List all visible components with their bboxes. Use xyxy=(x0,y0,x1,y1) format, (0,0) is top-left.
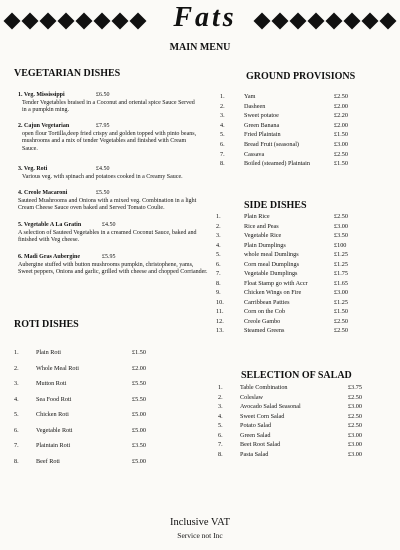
row-number: 7. xyxy=(216,270,221,277)
row-number: 6. xyxy=(218,431,223,439)
vegetarian-title: VEGETARIAN DISHES xyxy=(14,68,121,79)
row-name: Corn on the Cob xyxy=(244,308,286,315)
row-name: Chicken Roti xyxy=(36,411,69,418)
row-name: Chicken Wings on Fire xyxy=(244,289,302,296)
menu-row xyxy=(216,289,348,296)
row-number: 8. xyxy=(220,160,225,168)
row-name: Rice and Peas xyxy=(244,222,279,230)
menu-row xyxy=(216,242,346,249)
row-price: £2.50 xyxy=(348,412,362,420)
row-name: Potato Salad xyxy=(240,422,272,429)
row-price: £2.00 xyxy=(334,102,348,110)
row-number: 2. xyxy=(14,364,19,372)
row-name: Vegetable Rice xyxy=(244,232,282,239)
row-price: £3.00 xyxy=(348,441,362,448)
menu-row xyxy=(220,112,348,119)
row-name: Plain Dumplings xyxy=(244,241,286,249)
menu-row xyxy=(218,451,362,458)
row-number: 8. xyxy=(14,457,19,465)
row-name: Carribbean Patties xyxy=(244,298,290,306)
row-number: 3. xyxy=(220,112,225,120)
row-number: 4. xyxy=(218,412,223,420)
veg-item-name: 3. Veg. Roti xyxy=(18,166,48,172)
veg-item-price: £4.50 xyxy=(102,222,116,228)
menu-row xyxy=(216,213,348,220)
roti-title: ROTI DISHES xyxy=(14,319,79,330)
row-name: Float Stamp go with Accr xyxy=(244,279,308,287)
row-number: 5. xyxy=(216,251,221,258)
row-price: £3.00 xyxy=(348,431,362,439)
row-price: £2.00 xyxy=(132,364,146,372)
veg-item-1 xyxy=(18,92,198,115)
row-price: £100 xyxy=(334,241,347,249)
veg-item-price: £7.95 xyxy=(96,123,110,129)
menu-row xyxy=(14,427,146,434)
menu-row xyxy=(220,141,348,148)
veg-item-6 xyxy=(18,254,208,277)
menu-row xyxy=(218,441,362,448)
row-price: £3.00 xyxy=(348,403,362,410)
row-name: Plain Roti xyxy=(36,349,61,356)
row-name: Green Salad xyxy=(240,431,271,439)
menu-row xyxy=(14,458,146,465)
row-number: 2. xyxy=(220,102,225,110)
row-name: Beet Root Salad xyxy=(240,441,281,448)
row-number: 7. xyxy=(14,442,19,449)
veg-item-name: 5. Vegetable A La Gratin xyxy=(18,222,82,228)
veg-item-2 xyxy=(18,123,203,153)
row-name: Whole Meal Roti xyxy=(36,364,79,372)
row-number: 1. xyxy=(218,384,223,391)
veg-item-name: 6. Madi Gras Aubergine xyxy=(18,254,81,260)
row-name: Sea Food Roti xyxy=(36,395,72,403)
row-price: £2.50 xyxy=(334,213,348,220)
menu-row xyxy=(216,299,348,306)
row-price: £1.25 xyxy=(334,260,348,268)
row-name: Sweet potatoe xyxy=(244,112,279,120)
veg-item-3 xyxy=(18,166,203,181)
row-number: 5. xyxy=(218,422,223,429)
menu-row xyxy=(216,251,348,258)
row-number: 5. xyxy=(220,131,225,139)
row-price: £1.50 xyxy=(334,160,348,168)
decorative-border-left xyxy=(4,12,146,30)
menu-row xyxy=(220,122,348,129)
menu-row xyxy=(218,432,362,439)
menu-row xyxy=(220,93,348,100)
menu-row xyxy=(216,232,348,239)
row-number: 6. xyxy=(216,260,221,268)
veg-item-4 xyxy=(18,190,203,213)
row-name: Yam xyxy=(244,93,256,100)
row-number: 6. xyxy=(14,426,19,434)
veg-item-price: £6.50 xyxy=(96,92,110,98)
row-price: £5.50 xyxy=(132,380,146,387)
veg-item-name: 4. Creole Macaroni xyxy=(18,190,68,196)
footer-service: Service not Inc xyxy=(177,531,223,540)
veg-item-desc: Various veg. with spinach and potatoes cooked in a Creamy Sauce. xyxy=(22,173,183,180)
row-number: 11. xyxy=(216,308,224,315)
header xyxy=(0,2,400,40)
row-price: £1.50 xyxy=(132,349,146,356)
row-price: £2.50 xyxy=(334,317,348,325)
menu-row xyxy=(14,380,146,387)
row-price: £1.65 xyxy=(334,279,348,287)
veg-item-desc: Tender Vegetables braised in a Coconut and oriental spice Sauce Served in a pumpkin ming. xyxy=(22,99,195,113)
veg-item-desc: Aubergine stuffed with button mushrooms pumpkin, christophene, yams, Sweet peppers, Onions and garlic, grilled with cheese and chopped Corriander. xyxy=(18,261,208,275)
menu-row xyxy=(218,403,362,410)
row-number: 12. xyxy=(216,317,224,325)
veg-item-desc: open flour Tortilla,deep fried crispy and golden topped with pinto beans, mushrooms and a mix of tender Vegetables and finished with Cream Sauce. xyxy=(22,130,197,152)
row-price: £3.00 xyxy=(334,141,348,148)
row-price: £3.50 xyxy=(334,232,348,239)
row-price: £2.00 xyxy=(334,121,348,129)
row-price: £1.50 xyxy=(334,131,348,139)
row-name: Creole Gambo xyxy=(244,317,281,325)
row-name: Plaintain Roti xyxy=(36,442,71,449)
row-number: 4. xyxy=(216,241,221,249)
sides-title: SIDE DISHES xyxy=(244,200,307,211)
row-price: £2.20 xyxy=(334,112,348,120)
veg-item-desc: A selection of Sauteed Vegetables in a creamed Coconut Sauce, baked and finished with Veg cheese. xyxy=(18,229,197,243)
row-price: £3.00 xyxy=(334,222,348,230)
row-name: Green Banana xyxy=(244,121,280,129)
row-number: 1. xyxy=(14,349,19,356)
row-name: Avocado Salad Seasonal xyxy=(240,403,301,410)
menu-row xyxy=(220,131,348,138)
row-name: Corn meal Dumplings xyxy=(244,260,299,268)
row-price: £1.75 xyxy=(334,270,348,277)
menu-row xyxy=(216,261,348,268)
row-number: 7. xyxy=(218,441,223,448)
menu-row xyxy=(14,411,146,418)
veg-item-name: 2. Cajun Vegetarian xyxy=(18,123,70,129)
row-price: £5.00 xyxy=(132,426,146,434)
row-number: 13. xyxy=(216,327,224,334)
row-price: £1.25 xyxy=(334,298,348,306)
row-name: Dasheen xyxy=(244,102,266,110)
menu-title: MAIN MENU xyxy=(169,42,231,53)
veg-item-price: £5.50 xyxy=(96,190,110,196)
row-price: £3.75 xyxy=(348,384,362,391)
row-number: 3. xyxy=(216,232,221,239)
row-price: £3.00 xyxy=(334,289,348,296)
row-number: 8. xyxy=(218,450,223,458)
veg-item-5 xyxy=(18,222,203,245)
row-name: Cassava xyxy=(244,150,265,158)
row-number: 7. xyxy=(220,150,225,158)
row-name: Beef Roti xyxy=(36,457,60,465)
row-price: £2.50 xyxy=(348,393,362,401)
decorative-border-right xyxy=(254,12,396,30)
row-price: £5.50 xyxy=(132,395,146,403)
row-name: Fried Plaintain xyxy=(244,131,281,139)
row-name: Vegetable Dumplings xyxy=(244,270,298,277)
row-number: 2. xyxy=(218,393,223,401)
veg-item-price: £4.50 xyxy=(96,166,110,172)
menu-row xyxy=(216,308,348,315)
menu-row xyxy=(216,318,348,325)
row-number: 1. xyxy=(216,213,221,220)
row-price: £2.50 xyxy=(334,93,348,100)
menu-row xyxy=(220,103,348,110)
row-price: £5.00 xyxy=(132,411,146,418)
row-name: Mutton Roti xyxy=(36,380,67,387)
row-price: £2.50 xyxy=(334,327,348,334)
menu-row xyxy=(14,442,146,449)
menu-row xyxy=(216,327,348,334)
menu-row xyxy=(218,394,362,401)
menu-row xyxy=(218,422,362,429)
row-price: £3.50 xyxy=(132,442,146,449)
row-number: 4. xyxy=(220,121,225,129)
row-name: whole meal Dumlings xyxy=(244,251,299,258)
row-number: 8. xyxy=(216,279,221,287)
menu-row xyxy=(216,223,348,230)
row-price: £1.25 xyxy=(334,251,348,258)
row-name: Vegetable Roti xyxy=(36,426,73,434)
row-number: 3. xyxy=(218,403,223,410)
veg-item-desc: Sauteed Mushrooms and Onions with a mixed veg. Combination in a light Cream Cheese Sauce oven baked and Served Tomato Coulie. xyxy=(18,197,197,211)
row-number: 4. xyxy=(14,395,19,403)
row-price: £3.00 xyxy=(348,450,362,458)
menu-row xyxy=(14,396,146,403)
row-price: £2.50 xyxy=(334,150,348,158)
row-number: 5. xyxy=(14,411,19,418)
menu-row xyxy=(216,270,348,277)
row-name: Pasta Salad xyxy=(240,450,269,458)
row-number: 3. xyxy=(14,380,19,387)
restaurant-logo: Fats xyxy=(173,2,237,33)
menu-row xyxy=(14,365,146,372)
row-number: 1. xyxy=(220,93,225,100)
row-name: Plain Rice xyxy=(244,213,270,220)
row-price: £5.00 xyxy=(132,457,146,465)
menu-row xyxy=(220,151,348,158)
row-number: 9. xyxy=(216,289,221,296)
menu-row xyxy=(220,160,348,167)
row-number: 2. xyxy=(216,222,221,230)
row-name: Boiled (steamed) Plaintain xyxy=(244,160,310,168)
footer-vat: Inclusive VAT xyxy=(170,517,230,528)
veg-item-price: £5.95 xyxy=(102,254,116,260)
menu-row xyxy=(218,413,362,420)
row-number: 10. xyxy=(216,298,224,306)
menu-row xyxy=(218,384,362,391)
menu-row xyxy=(14,349,146,356)
menu-row xyxy=(216,280,348,287)
row-price: £2.50 xyxy=(348,422,362,429)
row-name: Table Combination xyxy=(240,384,288,391)
row-name: Sweet Corn Salad xyxy=(240,412,285,420)
row-name: Steamed Greens xyxy=(244,327,285,334)
row-price: £1.50 xyxy=(334,308,348,315)
row-name: Coleslaw xyxy=(240,393,264,401)
row-number: 6. xyxy=(220,141,225,148)
salad-title: SELECTION OF SALAD xyxy=(241,370,352,381)
ground-title: GROUND PROVISIONS xyxy=(246,71,356,82)
veg-item-name: 1. Veg. Mississippi xyxy=(18,92,65,98)
row-name: Bread Fruit (seasonal) xyxy=(244,141,299,148)
